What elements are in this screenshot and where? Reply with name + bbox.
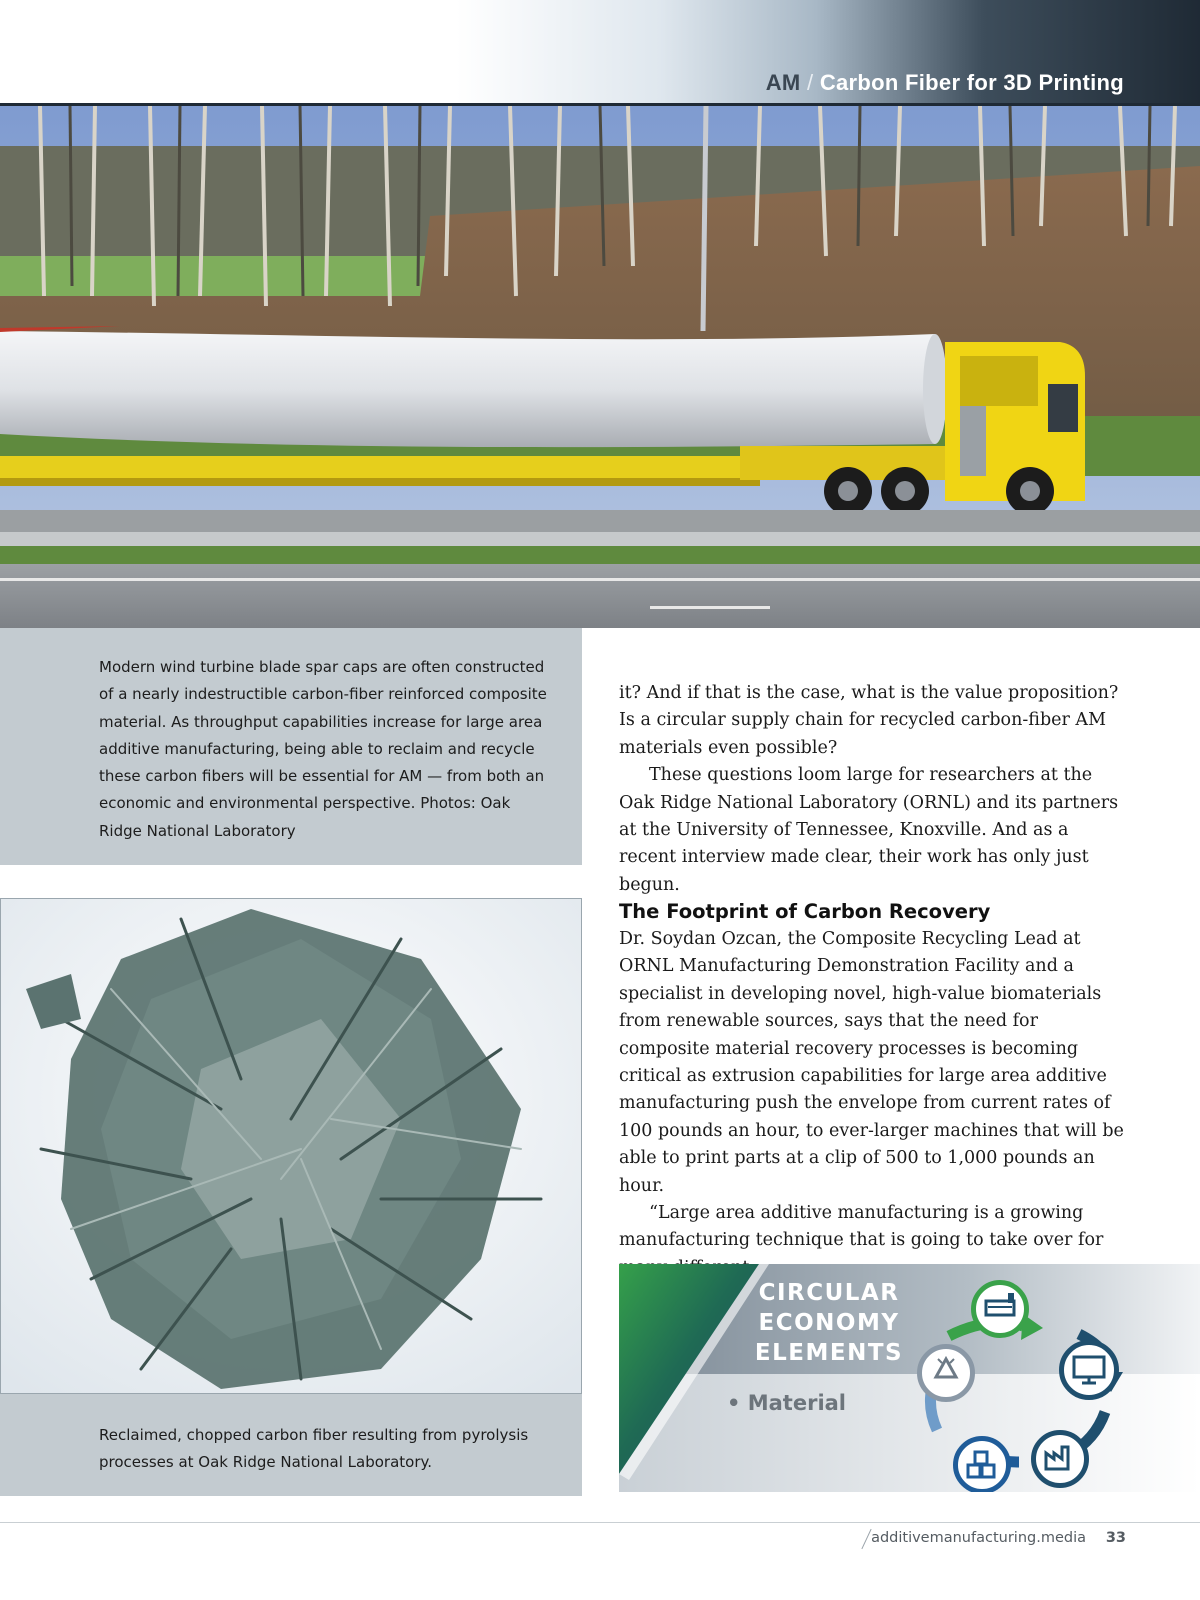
wind-turbine-photo [0, 106, 1200, 628]
article-body-bottom [619, 926, 1127, 1282]
circular-economy-infographic [619, 1264, 1200, 1492]
page-header [0, 0, 1200, 105]
paragraph: Dr. Soydan Ozcan, the Composite Recycling Lead at ORNL Manufacturing Demonstration Facility and a specialist in developing novel, high-value biomaterials from renewable sources, says that the need for composite material recovery processes is becoming critical as extrusion capabilities for large area additive manufacturing push the envelope from current rates of 100 pounds an hour, to ever-larger machines that will be able to print parts at a clip of 500 to 1,000 pounds an hour. [619, 929, 1124, 1196]
caption-carbon-fiber: Reclaimed, chopped carbon fiber resulting from pyrolysis processes at Oak Ridge National Laboratory. [99, 1426, 529, 1472]
infographic-title-line: ELEMENTS [754, 1340, 904, 1366]
section-heading: The Footprint of Carbon Recovery [619, 900, 991, 923]
monitor-design-icon [1059, 1340, 1119, 1400]
footer-url: additivemanufacturing.media [871, 1530, 1086, 1546]
paragraph: These questions loom large for researchers at the Oak Ridge National Laboratory (ORNL) and its partners at the University of Tennessee, Knoxville. And as a recent interview made clear, their work has only just begun. [619, 765, 1119, 895]
section-separator: / [806, 70, 814, 95]
infographic-title-line: ECONOMY [758, 1310, 900, 1336]
infographic-title [729, 1278, 929, 1368]
cubes-icon [953, 1436, 1011, 1492]
caption-wind-turbine: Modern wind turbine blade spar caps are often constructed of a nearly indestructible carbon-fiber reinforced composite material. As throughput capabilities increase for large area additive manufacturing, being able to reclaim and recycle these carbon fibers will be essential for AM — from both an economic and environmental perspective. Photos: Oak Ridge National Laboratory [99, 658, 547, 840]
infographic-title-line: CIRCULAR [758, 1280, 900, 1306]
section-label: AM [765, 70, 801, 95]
section-title [766, 70, 1124, 96]
carbon-fiber-photo [0, 898, 582, 1394]
footer-rule [0, 1522, 1200, 1523]
footer-divider [861, 1529, 871, 1549]
manufacturing-plant-icon [1031, 1430, 1089, 1488]
infographic-bullet: • Material [727, 1391, 847, 1415]
paragraph: “Large area additive manufacturing is a growing manufacturing technique that is going to take over for [619, 1203, 1104, 1251]
section-name: Carbon Fiber for 3D Printing [819, 70, 1124, 95]
article-body-top [619, 680, 1127, 899]
page-number: 33 [1105, 1530, 1126, 1546]
factory-press-icon [971, 1280, 1029, 1338]
paragraph: it? And if that is the case, what is the value proposition? Is a circular supply chain for recycled carbon-fiber AM materials even possible? [619, 683, 1119, 758]
